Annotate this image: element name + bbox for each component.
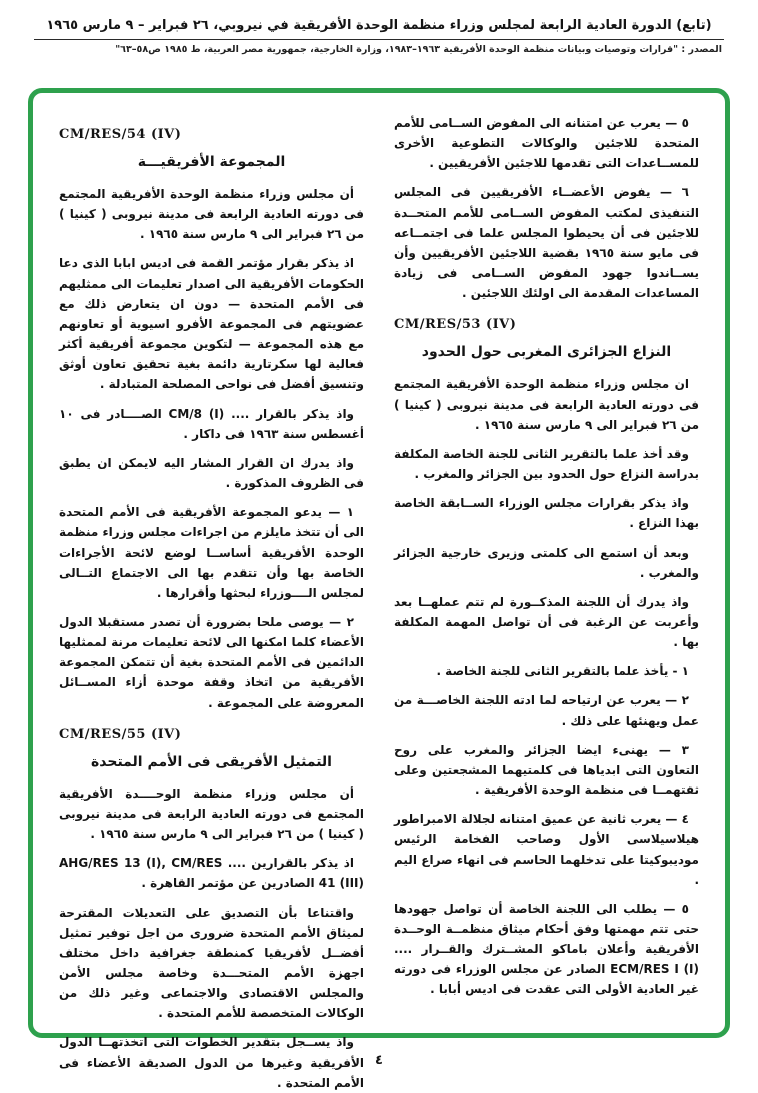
section-title: التمثيل الأفريقى فى الأمم المتحدة xyxy=(91,753,332,770)
section-title: النزاع الجزائرى المغربى حول الحدود xyxy=(421,344,672,361)
left-column xyxy=(59,113,364,1090)
paragraph: ٢ — يعرب عن ارتياحه لما ادته اللجنة الخاصـــة من عمل ويهنئها على ذلك . xyxy=(394,693,699,728)
paragraph: وبعد أن استمع الى كلمتى وزيرى خارجية الجزائر والمغرب . xyxy=(394,545,699,580)
page-header xyxy=(0,0,758,55)
paragraph: ٢ — يوصى ملحا بضرورة أن تصدر مستقبلا الدول الأعضاء كلما امكنها الى لائحة تعليمات مرنة لممثليها الدائمين فى الأمم المتحدة بغية أن تتمكن المجموعة الأفريقية من اتخاذ وقفة موحدة أزاء المســائل المعروضة على المجموعة . xyxy=(59,614,364,710)
paragraph: ١ - يأخذ علما بالتقرير الثانى للجنة الخاصة . xyxy=(436,664,689,679)
resolution-code: CM/RES/54 (IV) xyxy=(59,127,182,142)
right-column xyxy=(394,113,699,1017)
document-title: (تابع) الدورة العادية الرابعة لمجلس وزراء منظمة الوحدة الأفريقية في نيروبي، ٢٦ فبراير – ٩ مارس ١٩٦٥ xyxy=(46,18,712,33)
paragraph: ١ — يدعو المجموعة الأفريقية فى الأمم المتحدة الى أن تتخذ مايلزم من اجراءات مجلس وزراء منظمة الوحدة الأفريقية أساســا لوضع لائحة الأجراءات الخاصة بها وأن تتقدم بها الى الاجتماع التــالى لمجلس الــــوزراء لبحثها وأقرارها . xyxy=(59,505,364,600)
page-number: ٤ xyxy=(375,1053,383,1068)
paragraph: واذ يذكر بالقرار .... CM/8 (I) الصــــادر فى ١٠ أغسطس سنة ١٩٦٣ فى داكار . xyxy=(59,406,364,441)
paragraph: اذ يذكر بالقرارين AHG/RES 13 (I), CM/RES .... 41 (III) الصادرين عن مؤتمر القاهرة . xyxy=(59,856,364,891)
paragraph: وقد أخذ علما بالتقرير الثانى للجنة الخاصة المكلفة بدراسة النزاع حول الحدود بين الجزائر والمغرب . xyxy=(394,446,699,482)
source-line: المصدر : "قرارات وتوصيات وبيانات منظمة الوحدة الأفريقية ١٩٦٣–١٩٨٣، وزارة الخارجية، جمهورية مصر العربية، ط ١٩٨٥ ص٥٨–٦٣" xyxy=(115,44,722,55)
header-divider xyxy=(34,39,724,40)
paragraph: اذ يذكر بقرار مؤتمر القمة فى اديس ابابا الذى دعا الحكومات الأفريقية الى اصدار تعليمات الى ممثليهم فى الأمم المتحدة — دون ان يتعارض ذلك مع عضويتهم فى المجموعة الأفرو اسيوية أو تعاونهم مع هذه المجموعة — لتكوين مجموعة أفريقية أكثر فعالية لها سكرتارية دائمة بغية تحقيق تعاون أوثق وتنسيق أفضل فى نواحى المصلحة المتبادلة . xyxy=(59,256,364,392)
paragraph: ٦ — يفوض الأعضــاء الأفريقيين فى المجلس التنفيذى لمكتب المفوض الســامى للأمم المتحــدة للاجئين فى أن يحيطوا المجلس علما فى اجتمــاعه فى مايو سنة ١٩٦٥ بقضية اللاجئين الأفريقيين وأن يســاندوا جهود المفوض الســامى فى زيادة المساعدات المقدمة الى اولئك اللاجئين . xyxy=(394,185,699,301)
paragraph: أن مجلس وزراء منظمة الوحدة الأفريقية المجتمع فى دورته العادية الرابعة فى مدينة نيروبى ( كينيا ) من ٢٦ فبراير الى ٩ مارس سنة ١٩٦٥ . xyxy=(59,187,364,242)
paragraph: ان مجلس وزراء منظمة الوحدة الأفريقية المجتمع فى دورته العادية الرابعة فى مدينة نيروبى ( كينيا ) من ٢٦ فبراير الى ٩ مارس سنة ١٩٦٥ . xyxy=(394,377,699,432)
resolution-code: CM/RES/55 (IV) xyxy=(59,726,182,742)
resolution-code: CM/RES/53 (IV) xyxy=(394,317,517,333)
document-frame xyxy=(28,88,730,1090)
paragraph: واذ يدرك ان القرار المشار اليه لايمكن ان يطبق فى الظروف المذكورة . xyxy=(59,455,364,491)
paragraph: ٥ — يعرب عن امتنانه الى المفوض الســامى للأمم المتحدة للاجئين والوكالات التطوعية الأخرى للمســاعدات التى تقدمها للاجئين الأفريقيين . xyxy=(394,116,699,171)
paragraph: أن مجلس وزراء منظمة الوحــــدة الأفريقية المجتمع فى دورته العادية الرابعة فى مدينة نيروبى ( كينيا ) من ٢٦ فبراير الى ٩ مارس سنة ١٩٦٥ . xyxy=(59,786,364,842)
paragraph: واذ يذكر بقرارات مجلس الوزراء الســابقة الخاصة بهذا النزاع . xyxy=(394,496,699,531)
paragraph: واذ يدرك أن اللجنة المذكــورة لم تتم عملهــا بعد وأعربت عن الرغبة فى أن تواصل المهمة المكلفة بها . xyxy=(394,594,699,650)
paragraph: واذ يســجل بتقدير الخطوات التى اتخذتهــا الدول الأفريقية وغيرها من الدول الصديقة الأعضاء فى الأمم المتحدة . xyxy=(59,1035,364,1090)
two-column-body xyxy=(59,113,700,1090)
paragraph: واقتناعا بأن التصديق على التعديلات المقترحة لميثاق الأمم المتحدة ضرورى من اجل توفير تمثيل أفضــل لأفريقيا كمنطقة جغرافية داخل مختلف اجهزة الأمم المتحـــدة وخاصة مجلس الأمن والمجلس الاقتصادى والاجتماعى وغير ذلك من الوكالات المتخصصة للأمم المتحدة . xyxy=(59,905,364,1021)
paragraph: ٤ — يعرب ثانية عن عميق امتنانه لجلالة الامبراطور هيلاسيلاسى الأول وصاحب الفخامة الرئيس موديبوكيتا على تدخلهما الحاسم فى انهاء صراع اليم . xyxy=(394,812,699,887)
section-title: المجموعة الأفريقيـــة xyxy=(137,154,286,170)
paragraph: ٣ — يهنىء ايضا الجزائر والمغرب على روح التعاون التى ابدياها فى كلمتيهما المشجعتين وعلى ثقتهمــا فى منظمة الوحدة الأفريقية . xyxy=(394,742,699,798)
paragraph: ٥ — يطلب الى اللجنة الخاصة أن تواصل جهودها حتى تتم مهمتها وفق أحكام ميثاق منظمــة الوحــدة الأفريقية وأعلان باماكو المشــترك والقــرار .... ECM/RES I (I) الصادر عن مجلس الوزراء فى دورته غير العادية الأولى التى عقدت فى اديس أبابا . xyxy=(394,901,700,997)
